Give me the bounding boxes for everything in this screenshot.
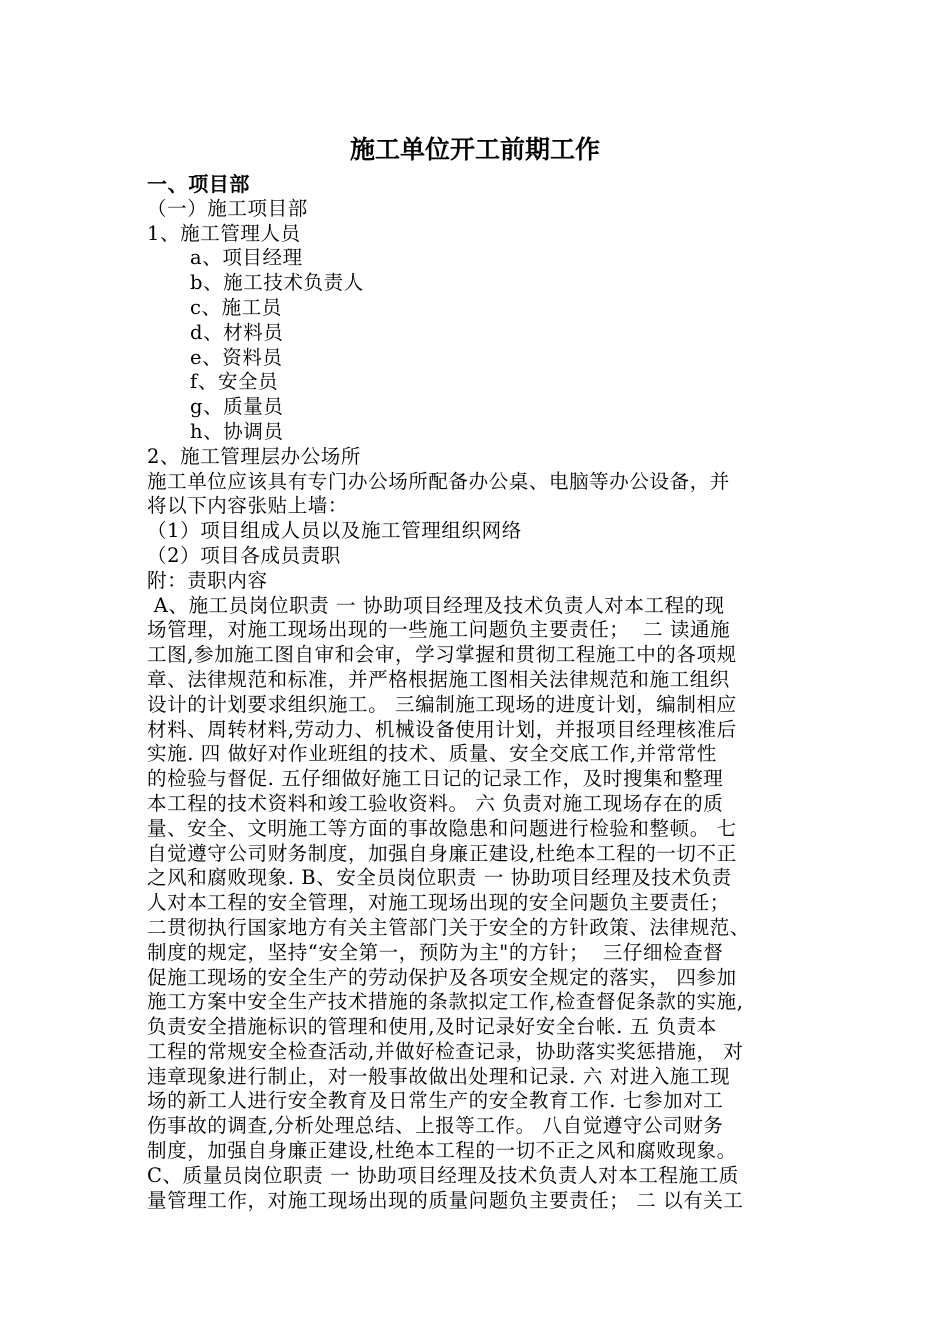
text-line: （2）项目各成员责职 (147, 543, 341, 567)
text-line: 本工程的技术资料和竣工验收资料。 六 负责对施工现场存在的质 (147, 791, 724, 815)
text-line: 章、法律规范和标准，并严格根据施工图相关法律规范和施工组织 (147, 667, 730, 691)
text-line: 促施工现场的安全生产的劳动保护及各项安全规定的落实， 四参加 (147, 965, 737, 989)
text-line: 工图,参加施工图自审和会审，学习掌握和贯彻工程施工中的各项规 (147, 643, 737, 667)
text-line: 违章现象进行制止，对一般事故做出处理和记录. 六 对进入施工现 (147, 1064, 731, 1088)
text-line: 场的新工人进行安全教育及日常生产的安全教育工作. 七参加对工 (147, 1089, 724, 1113)
text-line: （1）项目组成人员以及施工管理组织网络 (147, 519, 522, 543)
document-title: 施工单位开工前期工作 (349, 135, 600, 164)
text-line: g、质量员 (190, 395, 284, 419)
text-line: a、项目经理 (190, 246, 303, 270)
text-line: 工程的常规安全检查活动,并做好检查记录，协助落实奖惩措施， 对 (147, 1039, 744, 1063)
text-line: 自觉遵守公司财务制度，加强自身廉正建设,杜绝本工程的一切不正 (147, 841, 737, 865)
document-body (147, 172, 827, 1213)
text-line: 负责安全措施标识的管理和使用,及时记录好安全台帐. 五 负责本 (147, 1015, 717, 1039)
text-line: d、材料员 (190, 320, 284, 344)
text-line: 量、安全、文明施工等方面的事故隐患和问题进行检验和整顿。 七 (147, 816, 737, 840)
text-line: 之风和腐败现象. B、安全员岗位职责 一 协助项目经理及技术负责 (147, 866, 732, 890)
text-line: （一）施工项目部 (147, 196, 308, 220)
text-line: 量管理工作，对施工现场出现的质量问题负主要责任； 二 以有关工 (147, 1188, 744, 1212)
text-line: 材料、周转材料,劳动力、机械设备使用计划，并报项目经理核准后 (147, 717, 737, 741)
text-line: 场管理，对施工现场出现的一些施工问题负主要责任； 二 读通施 (147, 618, 731, 642)
text-line: c、施工员 (190, 295, 282, 319)
text-line: 二贯彻执行国家地方有关主管部门关于安全的方针政策、法律规范、 (147, 915, 751, 939)
text-line: 1、施工管理人员 (147, 221, 301, 245)
text-line: 设计的计划要求组织施工。 三编制施工现场的进度计划，编制相应 (147, 692, 737, 716)
text-line: C、质量员岗位职责 一 协助项目经理及技术负责人对本工程施工质 (147, 1163, 739, 1187)
text-line: h、协调员 (190, 419, 284, 443)
text-line: f、安全员 (190, 370, 279, 394)
text-line: e、资料员 (190, 345, 283, 369)
text-line: 施工方案中安全生产技术措施的条款拟定工作,检查督促条款的实施, (147, 990, 744, 1014)
text-line: 制度的规定，坚持“安全第一，预防为主"的方针； 三仔细检查督 (147, 940, 724, 964)
section-heading: 一、项目部 (147, 172, 250, 196)
text-line: 的检验与督促. 五仔细做好施工日记的记录工作，及时搜集和整理 (147, 767, 724, 791)
text-line: 人对本工程的安全管理，对施工现场出现的安全问题负主要责任； (147, 891, 730, 915)
text-line: 制度，加强自身廉正建设,杜绝本工程的一切不正之风和腐败现象。 (147, 1139, 737, 1163)
text-line: 2、施工管理层办公场所 (147, 444, 362, 468)
text-line: 施工单位应该具有专门办公场所配备办公桌、电脑等办公设备，并 (147, 469, 730, 493)
text-line: 实施. 四 做好对作业班组的技术、质量、安全交底工作,并常常性 (147, 742, 717, 766)
text-line: 伤事故的调查,分析处理总结、上报等工作。 八自觉遵守公司财务 (147, 1114, 724, 1138)
text-line: b、施工技术负责人 (190, 271, 364, 295)
text-line: A、施工员岗位职责 一 协助项目经理及技术负责人对本工程的现 (147, 593, 725, 617)
text-line: 将以下内容张贴上墙： (147, 494, 349, 518)
text-line: 附：责职内容 (147, 568, 268, 592)
